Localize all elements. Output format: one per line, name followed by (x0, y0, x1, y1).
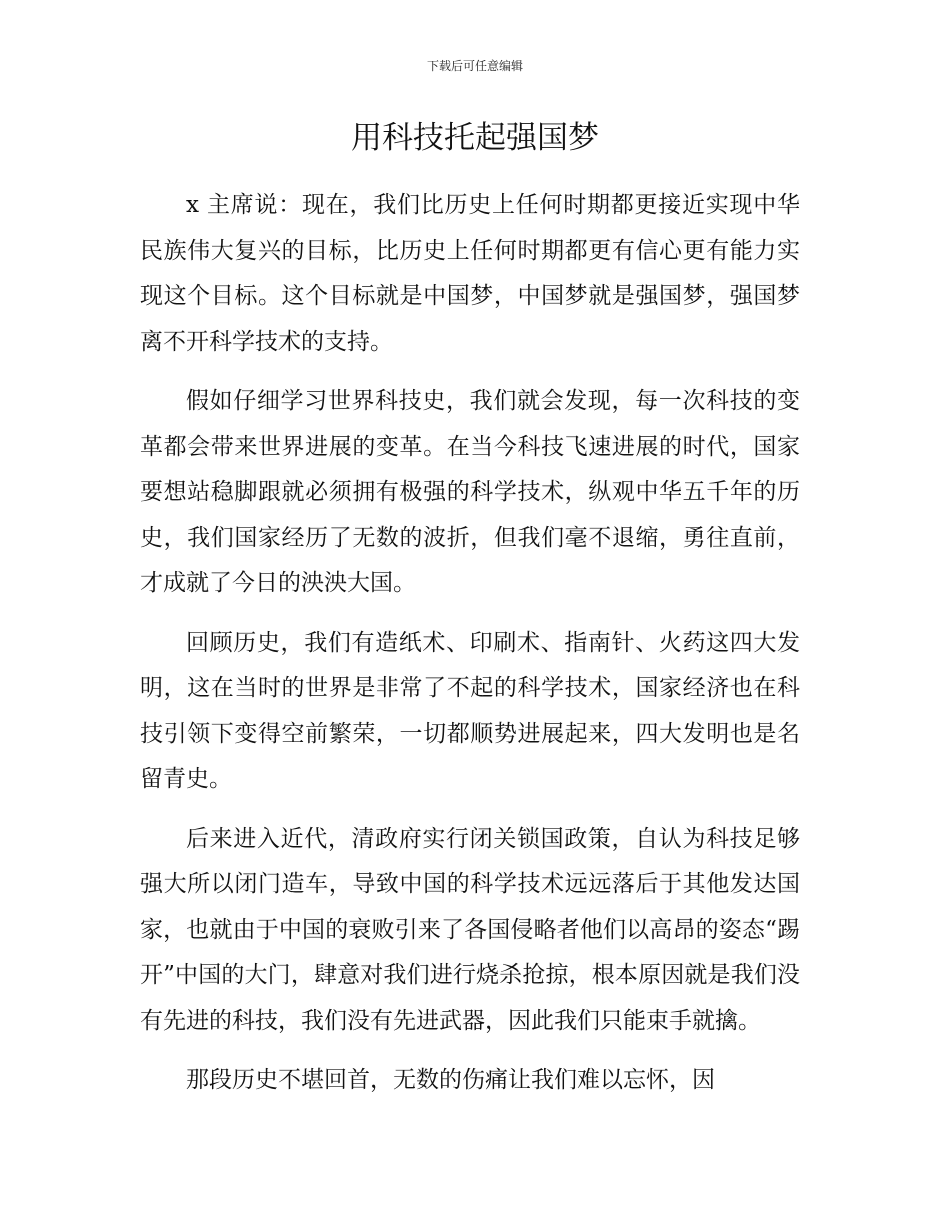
document-title: 用科技托起强国梦 (351, 120, 599, 156)
header-note: 下载后可任意编辑 (426, 59, 523, 73)
document-body (140, 183, 800, 1118)
paragraph-3: 回顾历史，我们有造纸术、印刷术、指南针、火药这四大发明，这在当时的世界是非常了不起的科学技术，国家经济也在科技引领下变得空前繁荣，一切都顺势进展起来，四大发明也是名留青史。 (140, 629, 800, 792)
paragraph-5: 那段历史不堪回首，无数的伤痛让我们难以忘怀，因 (186, 1067, 715, 1093)
paragraph-4: 后来进入近代，清政府实行闭关锁国政策，自认为科技足够强大所以闭门造车，导致中国的科学技术远远落后于其他发达国家，也就由于中国的衰败引来了各国侵略者他们以高昂的姿态“踢开”中国的大门，肆意对我们进行烧杀抢掠，根本原因就是我们没有先进的科技，我们没有先进武器，因此我们只能束手就擒。 (140, 825, 800, 1034)
paragraph-2: 假如仔细学习世界科技史，我们就会发现，每一次科技的变革都会带来世界进展的变革。在当今科技飞速进展的时代，国家要想站稳脚跟就必须拥有极强的科学技术，纵观中华五千年的历史，我们国家经历了无数的波折，但我们毫不退缩，勇往直前，才成就了今日的泱泱大国。 (140, 388, 800, 596)
paragraph-1: x 主席说：现在，我们比历史上任何时期都更接近实现中华民族伟大复兴的目标，比历史上任何时期都更有信心更有能力实现这个目标。这个目标就是中国梦，中国梦就是强国梦，强国梦离不开科学技术的支持。 (140, 192, 800, 355)
